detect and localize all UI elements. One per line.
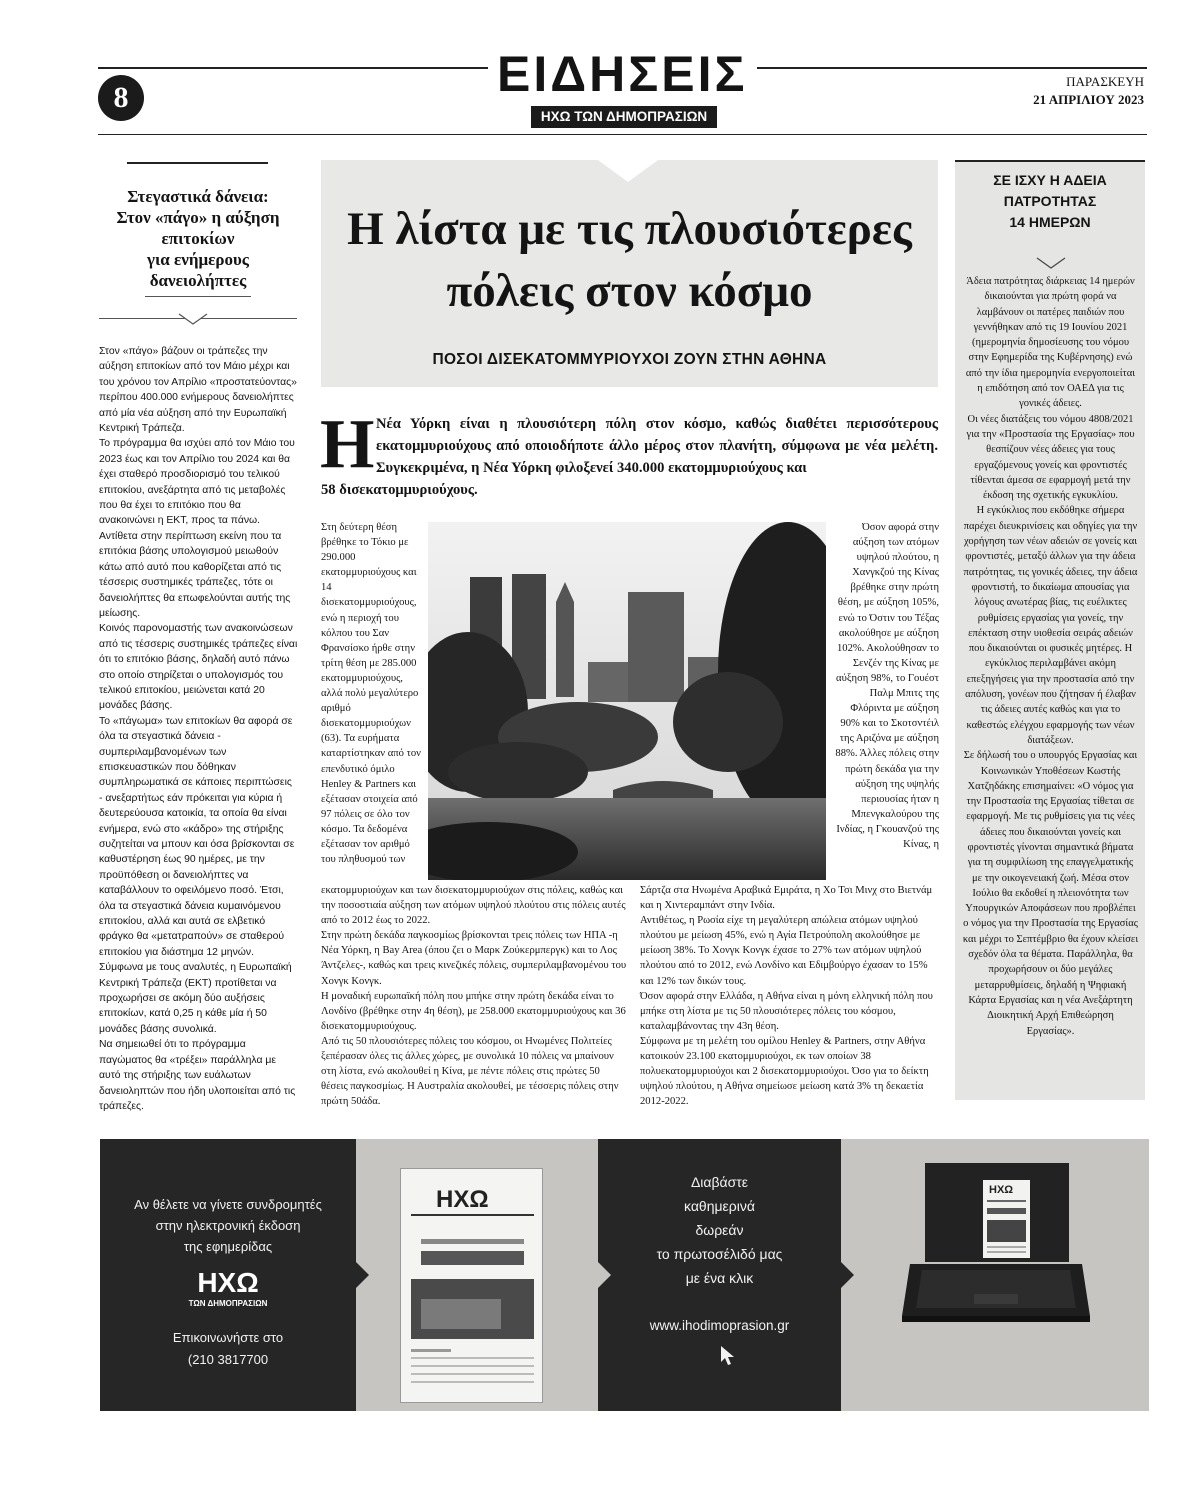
chevron-down-icon: [1036, 257, 1066, 269]
left-headline-rule: [127, 162, 268, 164]
lead-paragraph: Νέα Υόρκη είναι η πλουσιότερη πόλη στον κόσμο, καθώς διαθέτει περισσότερους εκατομμυριούχους από οποιοδήποτε άλλο μέρος στον πλανήτη, σύμφωνα με νέα μελέτη. Συγκεκριμένα, η Νέα Υόρκη φιλοξενεί 340.000 εκατομμυριούχους και: [376, 416, 938, 476]
headline-line: επιτοκίων: [161, 229, 235, 248]
paragraph: Το πρόγραμμα θα ισχύει από τον Μάιο του 2023 έως και τον Απρίλιο του 2024 και θα έχει σταθερό προσδιορισμό του τελικού επιτοκίου, ανεξάρτητα από τις μεταβολές που θα έχει το επιτόκιο που θα ανακοινώνει η ΕΚΤ, προς τα πάνω. Αντίθετα στην περίπτωση εκείνη που τα επιτόκια βάσης υπολογισμού μειωθούν κάτω από αυτό που καθορίζεται από τις τέσσερις συστημικές τράπεζες, τότε οι δανειολήπτες θα επωφελούνται αυτής της μείωσης.: [99, 438, 295, 619]
laptop-icon: [902, 1258, 1090, 1322]
phone-icon: (: [187, 1352, 193, 1367]
sidebar-top-rule: [955, 160, 1145, 162]
paragraph: Η μοναδική ευρωπαϊκή πόλη που μπήκε στην πρώτη δεκάδα είναι το Λονδίνο (βρέθηκε στην 4η θέση), με 258.000 εκατομμυριούχους και 36 δισεκατομμυριούχους.: [321, 990, 626, 1032]
text-line: Διαβάστε: [690, 1174, 749, 1190]
paragraph: Να σημειωθεί ότι το πρόγραμμα παγώματος θα «τρέξει» παράλληλα με αυτό της στήριξης των ευάλωτων δανειοληπτών που ήδη υλοποιείται από τις τράπεζες.: [99, 1039, 296, 1112]
paragraph: Στον «πάγο» βάζουν οι τράπεζες την αύξηση επιτοκίων από τον Μάιο μέχρι και του χρόνου τον Απρίλιο «προστατεύοντας» περίπου 400.000 ενήμερους δανειολήπτες από μία νέα αύξηση από την Ευρωπαϊκή Κεντρική Τράπεζα.: [99, 346, 297, 435]
paragraph: Άδεια πατρότητας διάρκειας 14 ημερών δικαιούνται για πρώτη φορά να λαμβάνουν οι πατέρες παιδιών που γεννήθηκαν από τις 19 Ιουνίου 2021 (ημερομηνία δημοσίευσης του νόμου στην Εφημερίδα της Κυβέρνησης) ενώ από την ίδια ημερομηνία ενεργοποιείται η επιδότηση από τον ΟΑΕΔ για τις γονικές άδειες.: [965, 276, 1136, 410]
laptop-page-illustration: [983, 1180, 1030, 1258]
arrow-right-icon: [356, 1262, 369, 1288]
newspaper-logo: ΗΧΩ: [197, 1267, 259, 1298]
issue-date: 21 ΑΠΡΙΛΙΟΥ 2023: [1033, 92, 1144, 107]
headline-notch-icon: [598, 160, 658, 182]
paragraph: Όσον αφορά στην Ελλάδα, η Αθήνα είναι η μόνη ελληνική πόλη που μπήκε στη λίστα με τις 50 πλουσιότερες πόλεις του κόσμου, καταλαμβάνοντας την 43η θέση.: [640, 990, 933, 1032]
read-free-text: [598, 1170, 841, 1290]
paragraph: Η εγκύκλιος που εκδόθηκε σήμερα παρέχει διευκρινίσεις και οδηγίες για την χορήγηση των νέων αδειών σε γονείς και φροντιστές, μεταξύ άλλων για την άδεια πατρότητας, τις γονικές άδειες, την άδεια φροντιστή, το δικαίωμα απουσίας για λόγους ανωτέρας βίας, τις ευέλικτες ρυθμίσεις εργασίας για γονείς, την επέκταση στην υιοθεσία σειράς αδειών που δικαιούνται οι φυσικές μητέρες. Η εγκύκλιος περιλαμβάνει ακόμη επεξηγήσεις για την προστασία από την απόλυση, γονέων που ζήτησαν ή έλαβαν τις άδειες αυτές καθώς και για το καθεστώς ελέγχου εφαρμογής των νέων διατάξεων.: [963, 505, 1138, 746]
headline-line: Στον «πάγο» η αύξηση: [116, 208, 280, 227]
headline-line: ΠΑΤΡΟΤΗΤΑΣ: [1003, 193, 1097, 209]
phone-text: 210 3817700: [192, 1352, 269, 1367]
subscribe-text: [100, 1194, 356, 1257]
sidebar-headline: [955, 170, 1145, 233]
headline-line: Η λίστα με τις πλουσιότερες: [347, 203, 912, 255]
text-line: με ένα κλικ: [685, 1270, 754, 1286]
main-headline: [321, 198, 938, 322]
publication-name: ΗΧΩ ΤΩΝ ΔΗΜΟΠΡΑΣΙΩΝ: [531, 106, 717, 128]
text-line: Αν θέλετε να γίνετε συνδρομητές: [134, 1197, 322, 1212]
headline-line: για ενήμερους: [147, 250, 249, 269]
article-column-left: Στη δεύτερη θέση βρέθηκε το Τόκιο με 290.000 εκατομμυριούχους και 14 δισεκατομμυριούχους, ενώ η περιοχή του κόλπου του Σαν Φρανσίσκο ήρθε στην τρίτη θέση με 285.000 εκατομμυριούχους, αλλά πολύ μεγαλύτερο αριθμό δισεκατομμυριούχων (63). Τα ευρήματα καταρτίστηκαν από τον επενδυτικό όμιλο Henley & Partners και εξέτασαν στοιχεία από 97 πόλεις σε όλο τον κόσμο. Τα δεδομένα εξέτασαν τον αριθμό του πληθυσμού των: [321, 522, 421, 866]
phone-number[interactable]: [100, 1352, 356, 1367]
issue-day: ΠΑΡΑΣΚΕΥΗ: [1066, 74, 1144, 89]
drop-cap: Η: [320, 406, 375, 483]
laptop-page-logo: ΗΧΩ: [989, 1184, 1014, 1196]
page-number: 8: [98, 75, 144, 121]
paragraph: Σάρτζα στα Ηνωμένα Αραβικά Εμιράτα, η Χο Τσι Μινχ στο Βιετνάμ και η Χιντεραμπάντ στην Ινδία.: [640, 885, 933, 912]
central-park-photo: [428, 522, 826, 880]
paragraph: Από τις 50 πλουσιότερες πόλεις του κόσμου, οι Ηνωμένες Πολιτείες ξεπέρασαν όλες τις άλλες χώρες, με συνολικά 10 πόλεις να μπαίνουν στη λίστα, ενώ ακολουθεί η Κίνα, με πέντε πόλεις στις πρώτες 50 θέσεις παγκοσμίως. Η Αυστραλία ακολουθεί, με τέσσερις πόλεις στην πρώτη 50άδα.: [321, 1035, 619, 1108]
header-bottom-rule: [98, 134, 1147, 135]
article-wide-left: [321, 883, 629, 1109]
cursor-icon: [719, 1345, 737, 1367]
paragraph: Σύμφωνα με τη μελέτη του ομίλου Henley & Partners, στην Αθήνα κατοικούν 23.100 εκατομμυριούχοι, εκ των οποίων 38 πολυεκατομμυριούχοι και 2 δισεκατομμυριούχοι. Όσο για το δείκτη υψηλού πλούτου, η Αθήνα σημείωσε μείωση κατά 3% τη δεκαετία 2012-2022.: [640, 1035, 929, 1108]
main-subheadline: ΠΟΣΟΙ ΔΙΣΕΚΑΤΟΜΜΥΡΙΟΥΧΟΙ ΖΟΥΝ ΣΤΗΝ ΑΘΗΝΑ: [432, 351, 827, 368]
text-line: το πρωτοσέλιδό μας: [656, 1246, 783, 1262]
text-line: στην ηλεκτρονική έκδοση: [155, 1218, 301, 1233]
newspaper-logo-subtitle: ΤΩΝ ΔΗΜΟΠΡΑΣΙΩΝ: [188, 1299, 268, 1308]
headline-line: Στεγαστικά δάνεια:: [127, 187, 269, 206]
headline-line: ΣΕ ΙΣΧΥ Η ΑΔΕΙΑ: [993, 172, 1107, 188]
paragraph: εκατομμυριούχων και των δισεκατομμυριούχων στις πόλεις, καθώς και την ποσοστιαία αύξηση των ατόμων υψηλού πλούτου στις πόλεις αυτές από το 2012 έως το 2022.: [321, 885, 626, 927]
headline-line: 14 ΗΜΕΡΩΝ: [1009, 214, 1091, 230]
contact-label: Επικοινωνήστε στο: [172, 1330, 284, 1345]
paragraph: Οι νέες διατάξεις του νόμου 4808/2021 για την «Προστασία της Εργασίας» που θεσπίζουν νέες άδειες για τους εργαζόμενους γονείς και φροντιστές τίθενται άμεσα σε εφαρμογή μετά την έκδοση της σχετικής εγκυκλίου.: [966, 413, 1135, 502]
text-line: δωρεάν: [695, 1222, 744, 1238]
sidebar-body: [962, 274, 1139, 1039]
website-link[interactable]: www.ihodimoprasion.gr: [649, 1318, 790, 1333]
left-headline-underline: [145, 296, 251, 297]
chevron-down-icon: [178, 313, 208, 325]
header-rule-right: [757, 67, 1147, 69]
text-line: καθημερινά: [684, 1198, 755, 1214]
paragraph: Σε δήλωσή του ο υπουργός Εργασίας και Κοινωνικών Υποθέσεων Κωστής Χατζηδάκης επισημαίνει: «Ο νόμος για την Προστασία της Εργασίας τίθεται σε εφαρμογή. Με τις ρυθμίσεις για τις νέες άδειες που δικαιούνται γονείς και φροντιστές γίνονται σημαντικά βήματα για τη συμφιλίωση της επαγγελματικής με την οικογενειακή ζωή. Μέσα στον Ιούλιο θα εκδοθεί η πλειονότητα των Υπουργικών Αποφάσεων που προβλέπει ο νόμος για την Προστασία της Εργασίας και μέχρι το Σεπτέμβριο θα έχουν κλείσει σχεδόν όλα τα θέματα. Παράλληλα, θα προχωρήσουν οι δύο μεγάλες μεταρρυθμίσεις, δηλαδή η Ψηφιακή Κάρτα Εργασίας και η νέα Ανεξάρτητη Διοικητική Αρχή Επιθεώρηση Εργασίας».: [962, 750, 1139, 1037]
article-column-right: Όσον αφορά στην αύξηση των ατόμων υψηλού πλούτου, η Χανγκζού της Κίνας βρέθηκε στην πρώτη θέση, με αύξηση 105%, ενώ το Όστιν του Τέξας ακολούθησε με αύξηση 102%. Ακολούθησαν το Σενζέν της Κίνας με αύξηση 98%, το Γουέστ Παλμ Μπιτς της Φλόριντα με αύξηση 90% και το Σκοτσντέιλ της Αριζόνα με αύξηση 88%. Άλλες πόλεις στην πρώτη δεκάδα για την αύξηση της υψηλής περιουσίας ήταν η Μπενγκαλούρου της Ινδίας, η Γκουανζού της Κίνας, η: [835, 522, 939, 850]
arrow-right-icon: [841, 1262, 854, 1288]
headline-line: πόλεις στον κόσμο: [446, 265, 813, 317]
left-article-headline: [99, 186, 297, 291]
laptop-front-page: [983, 1180, 1030, 1258]
paragraph: Αντιθέτως, η Ρωσία είχε τη μεγαλύτερη απώλεια ατόμων υψηλού πλούτου με μείωση 45%, ενώ η Αγία Πετρούπολη ακολούθησε με μείωση 38%. Το Χονγκ Κονγκ έχασε το 27% των ατόμων υψηλού πλούτου από το 2012, ενώ Λονδίνο και Εδιμβούργο έχασαν το 15% και 12% των δικών τους.: [640, 915, 928, 987]
front-page-logo: ΗΧΩ: [436, 1186, 489, 1213]
paragraph: Στην πρώτη δεκάδα παγκοσμίως βρίσκονται τρεις πόλεις των ΗΠΑ -η Νέα Υόρκη, η Bay Area (όπου ζει ο Μαρκ Ζούκερμπεργκ) και το Λος Άντζελες-, καθώς και τρεις κινεζικές πόλεις, συμπεριλαμβανομένου του Χονγκ Κονγκ.: [321, 930, 627, 987]
left-article-body: [99, 344, 298, 1114]
text-line: της εφημερίδας: [183, 1239, 273, 1254]
article-wide-right: [640, 883, 938, 1109]
lead-paragraph-end: 58 δισεκατομμυριούχους.: [321, 482, 478, 498]
section-title: ΕΙΔΗΣΕΙΣ: [497, 46, 748, 102]
headline-line: δανειολήπτες: [149, 271, 247, 290]
paragraph: Το «πάγωμα» των επιτοκίων θα αφορά σε όλα τα στεγαστικά δάνεια - συμπεριλαμβανομένων των επισκευαστικών που δόθηκαν συμπληρωματικά σε κάποιες περιπτώσεις - ανεξαρτήτως εάν πρόκειται για κύρια ή δευτερεύουσα κατοικία, τα οποία θα είναι ενήμερα, ενώ στο «κάδρο» της στήριξης συζητείται να μπουν και όσα βρίσκονται σε καθυστέρηση έως 90 ημέρες, με την προϋπόθεση οι δανειολήπτες να καταβάλλουν το οφειλόμενο ποσό. Έτσι, όλα τα στεγαστικά δάνεια κυμαινόμενου επιτοκίου, αλλά και αυτά σε ελβετικό φράγκο θα «μετατραπούν» σε σταθερού επιτοκίου για διάστημα 12 μηνών. Σύμφωνα με τους αναλυτές, η Ευρωπαϊκή Κεντρική Τράπεζα (ΕΚΤ) προτίθεται να προχωρήσει σε ακόμη δύο αυξήσεις επιτοκίων, κατά 0,25 η κάθε μία ή 50 μονάδες βάσης συνολικά.: [99, 715, 295, 1035]
paragraph: Κοινός παρονομαστής των ανακοινώσεων από τις τέσσερις συστημικές τράπεζες είναι ότι το επιτόκιο βάσης, δηλαδή αυτό πάνω στο οποίο στηρίζεται ο υπολογισμός του τελικού επιτοκίου, μειώνεται κατά 20 μονάδες βάσης.: [99, 623, 298, 712]
header-rule-left: [98, 67, 488, 69]
